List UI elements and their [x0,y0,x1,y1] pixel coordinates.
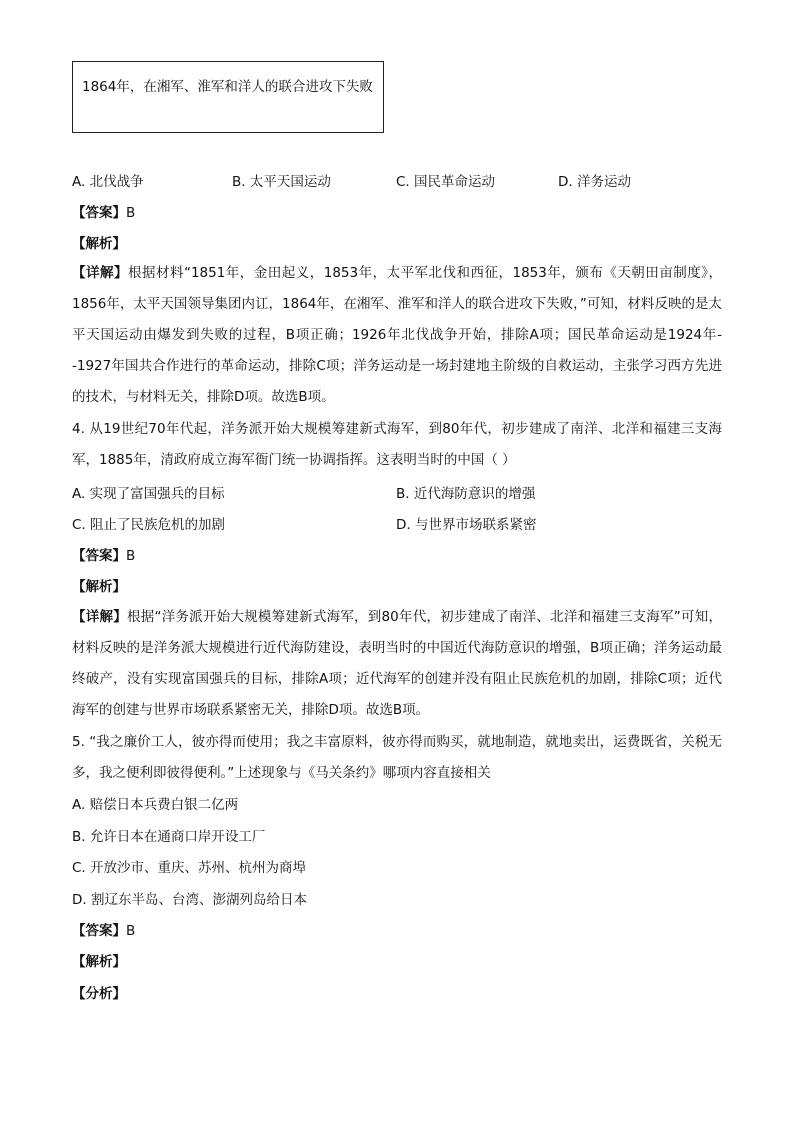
analysis-tag: 【解析】 [72,954,126,970]
detail-text: 根据材料“1851年，金田起义，1853年，太平军北伐和西征，1853年，颁布《天朝田亩制度》，1856年，太平天国领导集团内讧，1864年，在湘军、淮军和洋人的联合进攻下失败，”可知，材料反映的是太平天国运动由爆发到失败的过程，B项正确；1926年北伐战争开始，排除A项；国民革命运动是1924年--1927年国共合作进行的革命运动，排除C项；洋务运动是一场封建地主阶级的自救运动，主张学习西方先进的技术，与材料无关，排除D项。故选B项。 [72,265,723,405]
q5-option-a: A. 赔偿日本兵费白银二亿两 [72,797,239,813]
q3-option-d: D. 洋务运动 [558,174,631,190]
material-box [72,61,384,133]
q3-option-a: A. 北伐战争 [72,174,144,190]
q4-option-a: A. 实现了富国强兵的目标 [72,486,225,502]
q4-option-c: C. 阻止了民族危机的加剧 [72,517,226,533]
q4-answer [72,546,135,566]
q3-option-b: B. 太平天国运动 [232,174,331,190]
q5-option-d: D. 割辽东半岛、台湾、澎湖列岛给日本 [72,892,307,908]
answer-value: B [126,548,136,564]
analysis-tag: 【解析】 [72,236,126,252]
q4-option-b: B. 近代海防意识的增强 [396,486,536,502]
material-text: 1864年，在湘军、淮军和洋人的联合进攻下失败 [82,79,373,95]
q5-analysis-tag [72,952,126,972]
detail-tag: 【详解】 [72,265,128,281]
q4-stem: 4. 从19世纪70年代起，洋务派开始大规模筹建新式海军，到80年代，初步建成了南洋、北洋和福建三支海军，1885年，清政府成立海军衙门统一协调指挥。这表明当时的中国（ ） [72,421,722,468]
q3-answer [72,203,135,223]
q4-detail [72,602,722,726]
q4-analysis-tag [72,577,126,597]
answer-value: B [126,205,136,221]
q3-analysis-tag [72,234,126,254]
q5-answer [72,921,135,941]
detail-tag: 【详解】 [72,609,127,625]
q5-analysis2-tag [72,984,126,1004]
answer-value: B [126,923,136,939]
answer-tag: 【答案】 [72,923,126,939]
q4-option-d: D. 与世界市场联系紧密 [396,517,537,533]
q3-option-c: C. 国民革命运动 [396,174,496,190]
analysis-tag: 【解析】 [72,579,126,595]
q5-option-c: C. 开放沙市、重庆、苏州、杭州为商埠 [72,860,307,876]
q5-option-b: B. 允许日本在通商口岸开设工厂 [72,829,266,845]
analysis2-tag: 【分析】 [72,986,126,1002]
q3-detail [72,258,722,413]
q5-stem: 5. “我之廉价工人，彼亦得而使用；我之丰富原料，彼亦得而购买，就地制造，就地卖出，运费既省，关税无多，我之便利即彼得便利。”上述现象与《马关条约》哪项内容直接相关 [72,734,722,781]
detail-text: 根据“洋务派开始大规模筹建新式海军，到80年代，初步建成了南洋、北洋和福建三支海军”可知，材料反映的是洋务派大规模进行近代海防建设，表明当时的中国近代海防意识的增强，B项正确；洋务运动最终破产，没有实现富国强兵的目标，排除A项；近代海军的创建并没有阻止民族危机的加剧，排除C项；近代海军的创建与世界市场联系紧密无关，排除D项。故选B项。 [72,609,722,718]
answer-tag: 【答案】 [72,205,126,221]
answer-tag: 【答案】 [72,548,126,564]
